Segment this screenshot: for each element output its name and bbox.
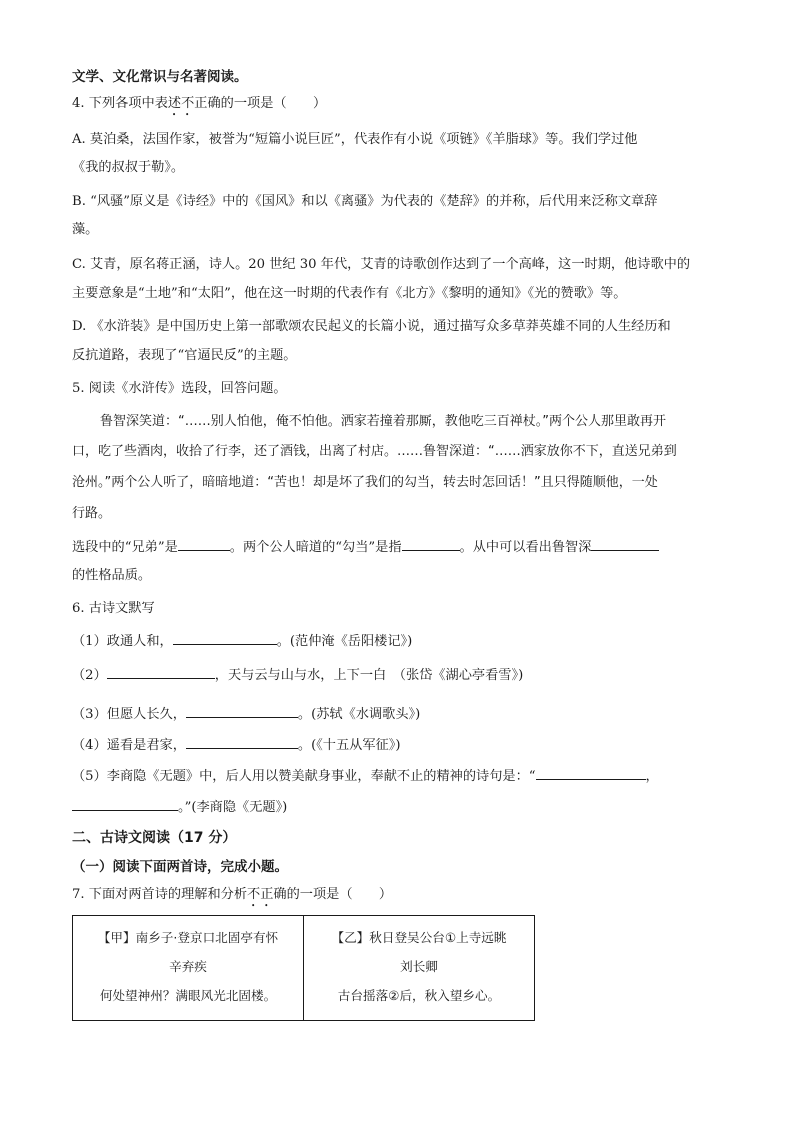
section-heading-classical: 二、古诗文阅读（17 分） (72, 830, 237, 846)
q4-option-b-cont: 藻。 (72, 222, 99, 237)
q5-question-cont: 的性格品质。 (72, 568, 152, 583)
q5-passage-line: 沧州。”两个公人听了，暗暗地道：“苦也！却是坏了我们的勾当，转去时怎回话！”且只得随顺他，一处 (72, 475, 658, 490)
question-6-stem: 6. 古诗文默写 (72, 601, 155, 616)
q4-option-b: B. “风骚”原义是《诗经》中的《国风》和以《离骚》为代表的《楚辞》的并称，后代用来泛称文章辞 (72, 194, 658, 209)
q4-option-a: A. 莫泊桑，法国作家，被誉为“短篇小说巨匠”，代表作有小说《项链》《羊脂球》等。我们学过他 (72, 132, 638, 147)
poem-jia-cell (73, 916, 304, 1021)
question-4-stem: 4. 下列各项中表述不正确的一项是（ ） (72, 96, 327, 111)
q4-option-c: C. 艾青，原名蒋正涵，诗人。20 世纪 30 年代，艾青的诗歌创作达到了一个高峰，这一时期，他诗歌中的 (72, 257, 691, 272)
answer-blank[interactable] (536, 766, 646, 780)
poem-yi-cell (304, 916, 535, 1021)
q6-item-4: （4）遥看是君家， 。(《十五从军征》) (72, 735, 400, 755)
q5-passage-line: 鲁智深笑道：“……别人怕他，俺不怕他。洒家若撞着那厮，教他吃三百禅杖。”两个公人那里敢再开 (100, 414, 666, 429)
poem-comparison-table (72, 915, 535, 1021)
answer-blank[interactable] (72, 797, 178, 811)
answer-blank[interactable] (591, 537, 659, 551)
q4-option-d: D. 《水浒装》是中国历史上第一部歌颂农民起义的长篇小说，通过描写众多草莽英雄不同的人生经历和 (72, 319, 671, 334)
answer-blank[interactable] (178, 537, 230, 551)
q6-item-5: （5）李商隐《无题》中，后人用以赞美献身事业，奉献不止的精神的诗句是：“ ， (72, 766, 659, 786)
section-heading-literature: 文学、文化常识与名著阅读。 (72, 69, 248, 85)
poem-yi-line: 古台摇落②后，秋入望乡心。 (337, 988, 501, 1003)
answer-blank[interactable] (107, 665, 215, 679)
question-5-stem: 5. 阅读《水浒传》选段，回答问题。 (72, 381, 287, 396)
q6-item-3: （3）但愿人长久， 。(苏轼《水调歌头》) (72, 704, 420, 724)
q6-item-1: （1）政通人和， 。(范仲淹《岳阳楼记》) (72, 631, 412, 651)
q4-option-a-cont: 《我的叔叔于勒》。 (72, 160, 185, 175)
q5-question: 选段中的“兄弟”是 。两个公人暗道的“勾当”是指 。从中可以看出鲁智深 (72, 537, 659, 557)
q5-passage-line: 口，吃了些酒肉，收拾了行李，还了酒钱，出离了村店。……鲁智深道：“……洒家放你不下，直送兄弟到 (72, 444, 677, 459)
q4-option-c-cont: 主要意象是“土地”和“太阳”，他在这一时期的代表作有《北方》《黎明的通知》《光的赞歌》等。 (72, 286, 627, 301)
q5-passage-line: 行路。 (72, 506, 112, 521)
poem-jia-title: 【甲】南乡子·登京口北固亭有怀 (97, 930, 279, 945)
poem-jia-author: 辛弃疾 (169, 959, 207, 974)
q6-item-2: （2） ，天与云与山与水，上下一白 （张岱《湖心亭看雪》) (72, 665, 523, 685)
q6-item-5-cont: 。”(李商隐《无题》) (72, 797, 287, 817)
subsection-heading: （一）阅读下面两首诗，完成小题。 (72, 859, 288, 875)
answer-blank[interactable] (186, 735, 298, 749)
q4-option-d-cont: 反抗道路，表现了“官逼民反”的主题。 (72, 348, 297, 363)
answer-blank[interactable] (186, 704, 298, 718)
answer-blank[interactable] (173, 631, 277, 645)
poem-yi-title: 【乙】秋日登吴公台①上寺远眺 (331, 930, 507, 945)
answer-blank[interactable] (402, 537, 460, 551)
question-7-stem: 7. 下面对两首诗的理解和分析不正确的一项是（ ） (72, 887, 393, 902)
poem-jia-line: 何处望神州？满眼风光北固楼。 (99, 988, 277, 1003)
poem-yi-author: 刘长卿 (400, 959, 438, 974)
